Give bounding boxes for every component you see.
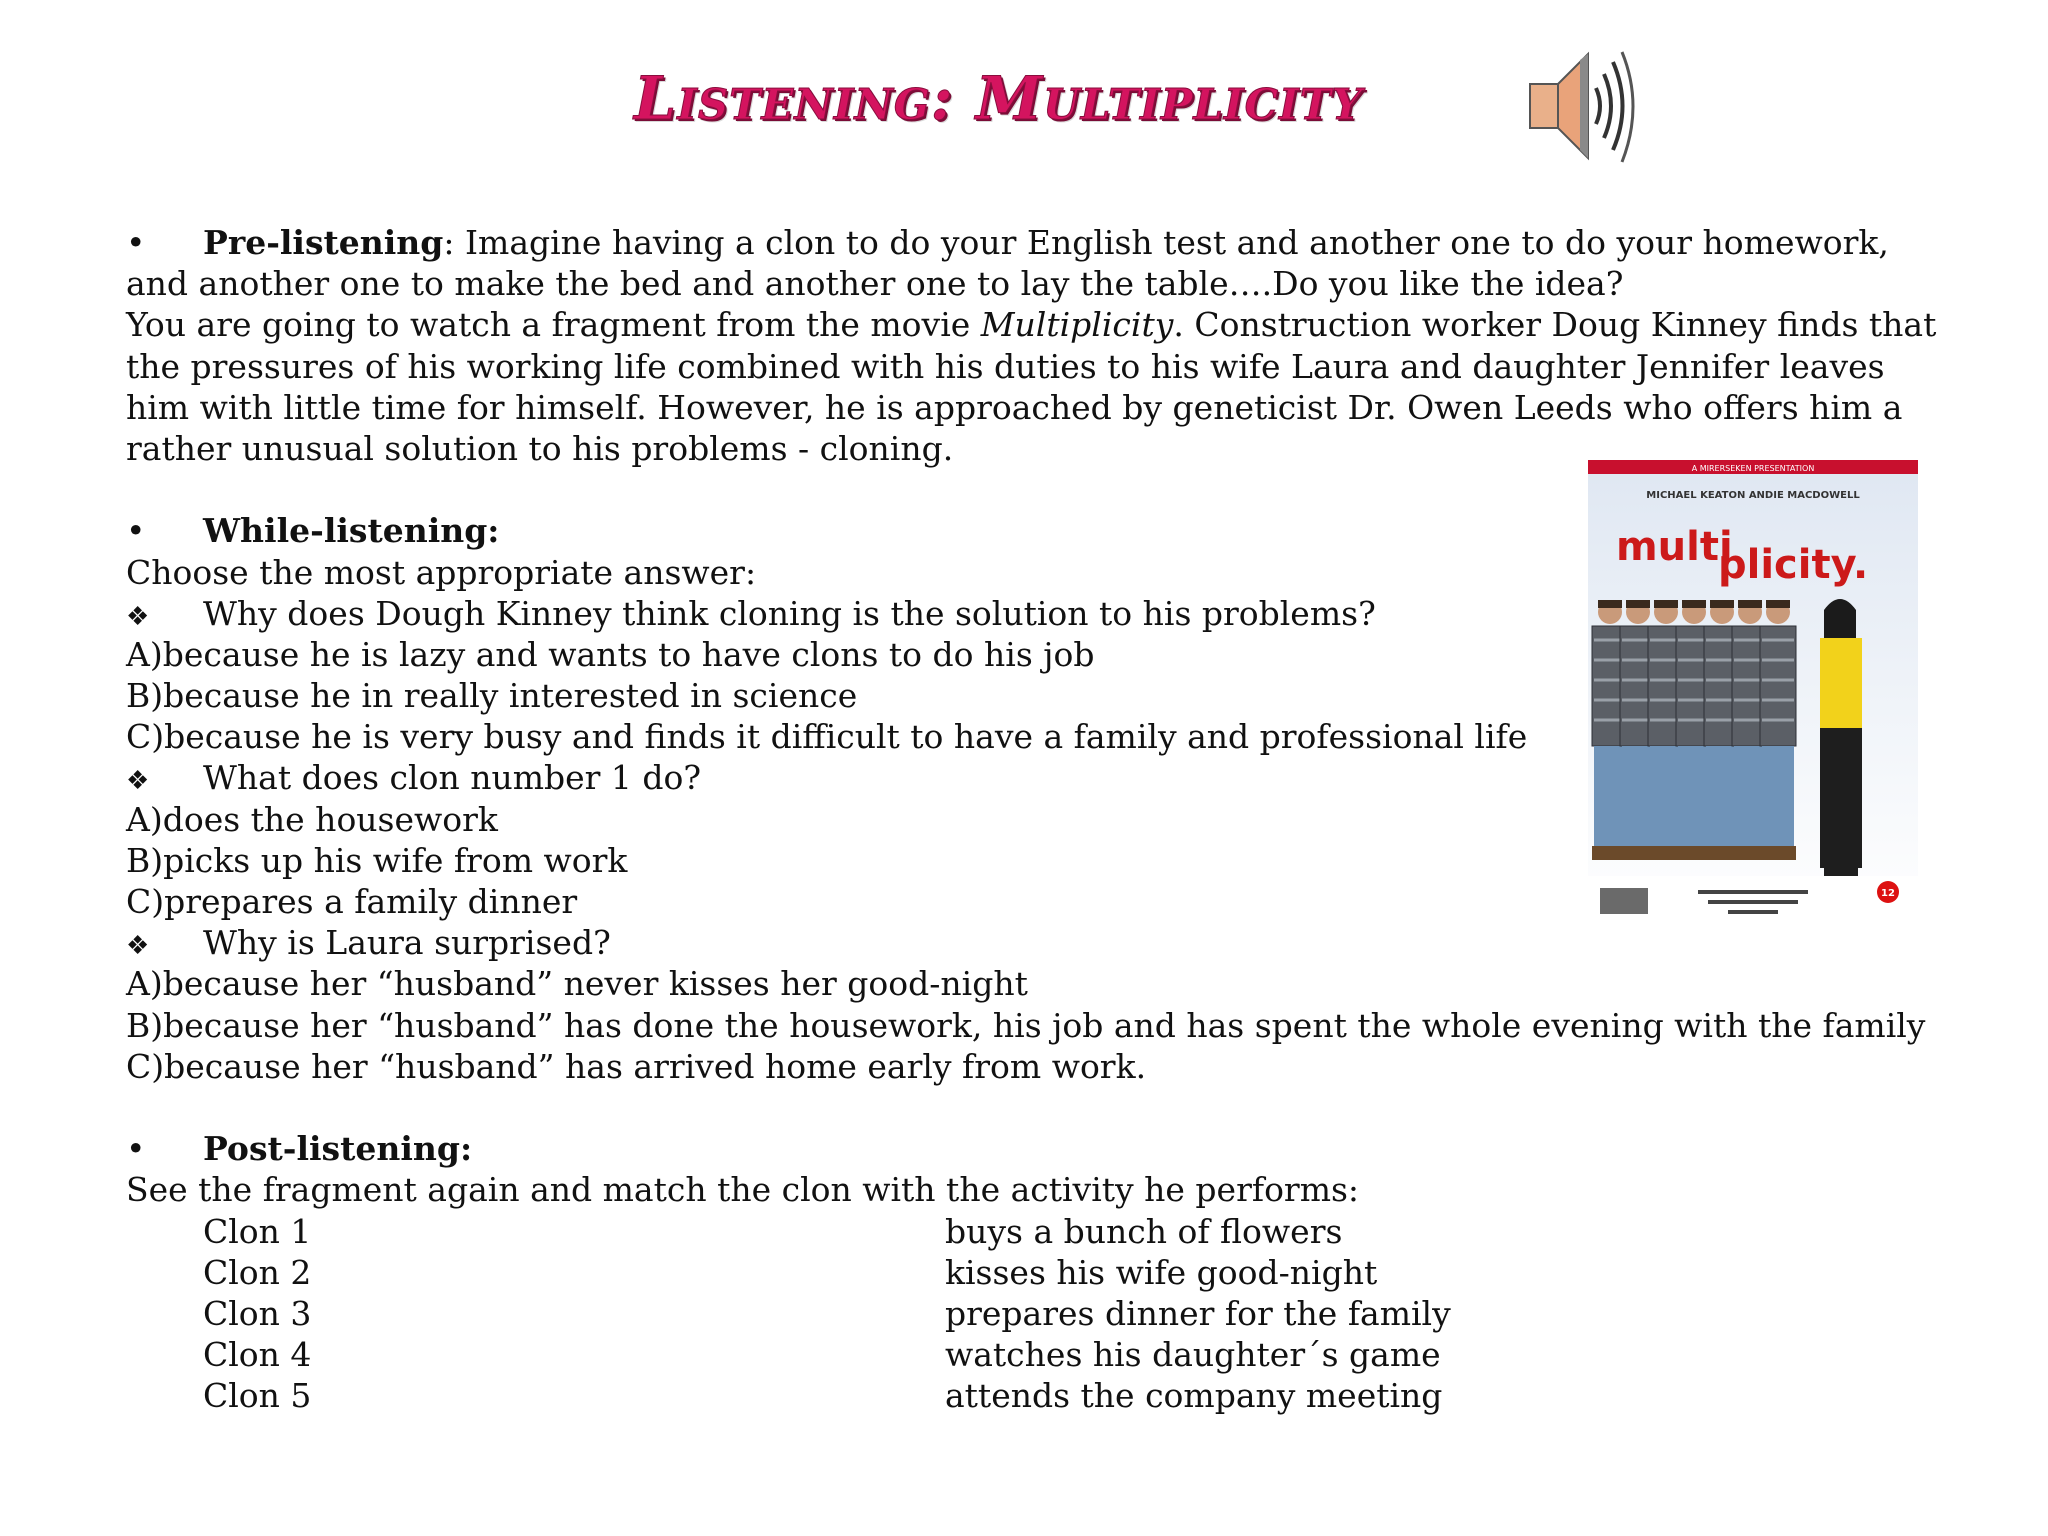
match-row-3	[126, 1293, 1926, 1334]
pre-listening-line-1: • Pre-listening: Imagine having a clon to do your English test and another one to do your homework,	[126, 223, 1889, 262]
four-diamond-icon: ❖	[126, 931, 150, 962]
bullet-icon: •	[126, 1129, 146, 1169]
four-diamond-icon: ❖	[126, 601, 150, 632]
match-row-1	[126, 1211, 1926, 1252]
question-2-option-c: C)prepares a family dinner	[126, 882, 578, 921]
poster-logo-part2: plicity.	[1718, 542, 1869, 588]
question-1-option-c: C)because he is very busy and finds it difficult to have a family and professional life	[126, 717, 1528, 757]
while-listening-heading: While-listening:	[203, 511, 500, 551]
match-row-4	[126, 1334, 1926, 1375]
activity-label: buys a bunch of flowers	[945, 1211, 1343, 1251]
cloned-figures	[1592, 599, 1862, 880]
pre-listening-line-5: him with little time for himself. However, he is approached by geneticist Dr. Owen Leeds who offers him a	[126, 387, 1903, 427]
poster-logo-part1: multi	[1616, 524, 1733, 570]
poster-rating-badge: 12	[1881, 888, 1895, 899]
question-3-option-a: A)because her “husband” never kisses her good-night	[126, 964, 1028, 1004]
question-2: ❖ What does clon number 1 do?	[126, 757, 1926, 798]
question-3-option-b: B)because her “husband” has done the housework, his job and has spent the whole evening with the family	[126, 1005, 1926, 1045]
question-1-option-b: B)because he in really interested in science	[126, 676, 858, 716]
bullet-icon: •	[126, 223, 146, 262]
question-3: ❖ Why is Laura surprised?	[126, 922, 1926, 963]
post-listening-heading: Post-listening:	[203, 1129, 473, 1169]
four-diamond-icon: ❖	[126, 766, 150, 797]
activity-label: attends the company meeting	[945, 1376, 1443, 1416]
movie-poster	[1588, 460, 1918, 925]
question-1: ❖ Why does Dough Kinney think cloning is the solution to his problems?	[126, 593, 1926, 634]
pre-listening-line-6: rather unusual solution to his problems - cloning.	[126, 428, 954, 468]
pre-listening-heading: Pre-listening	[203, 223, 444, 262]
clon-label: Clon 2	[203, 1252, 312, 1292]
speaker-sound-icon[interactable]	[1520, 36, 1640, 176]
clon-label: Clon 3	[203, 1293, 312, 1333]
bullet-icon: •	[126, 511, 146, 551]
question-2-option-b: B)picks up his wife from work	[126, 840, 628, 880]
match-row-5	[126, 1375, 1926, 1416]
post-listening-heading-row	[126, 1128, 1926, 1169]
question-3-option-c: C)because her “husband” has arrived home early from work.	[126, 1046, 1147, 1086]
activity-label: watches his daughter´s game	[945, 1335, 1441, 1375]
pre-listening-line-2: and another one to make the bed and another one to lay the table….Do you like the idea?	[126, 264, 1624, 304]
poster-banner-text: A MIRERSEKEN PRESENTATION	[1691, 464, 1815, 473]
clon-label: Clon 5	[203, 1376, 312, 1416]
activity-label: kisses his wife good-night	[945, 1252, 1378, 1292]
question-1-option-a: A)because he is lazy and wants to have clons to do his job	[126, 634, 1095, 674]
pre-listening-line-3: You are going to watch a fragment from the movie Multiplicity. Construction worker Doug Kinney finds that	[126, 305, 1937, 345]
poster-actors-text: MICHAEL KEATON ANDIE MACDOWELL	[1646, 490, 1860, 501]
clon-label: Clon 4	[203, 1335, 312, 1375]
while-listening-instruction: Choose the most appropriate answer:	[126, 552, 757, 592]
match-row-2	[126, 1252, 1926, 1293]
activity-label: prepares dinner for the family	[945, 1293, 1451, 1333]
pre-listening-line-4: the pressures of his working life combined with his duties to his wife Laura and daughter Jennifer leaves	[126, 346, 1885, 386]
page-title: Listening: Multiplicity	[634, 64, 1363, 134]
question-2-option-a: A)does the housework	[126, 799, 498, 839]
movie-title: Multiplicity	[980, 305, 1174, 345]
post-listening-instruction: See the fragment again and match the clon with the activity he performs:	[126, 1170, 1360, 1210]
clon-label: Clon 1	[203, 1211, 312, 1251]
